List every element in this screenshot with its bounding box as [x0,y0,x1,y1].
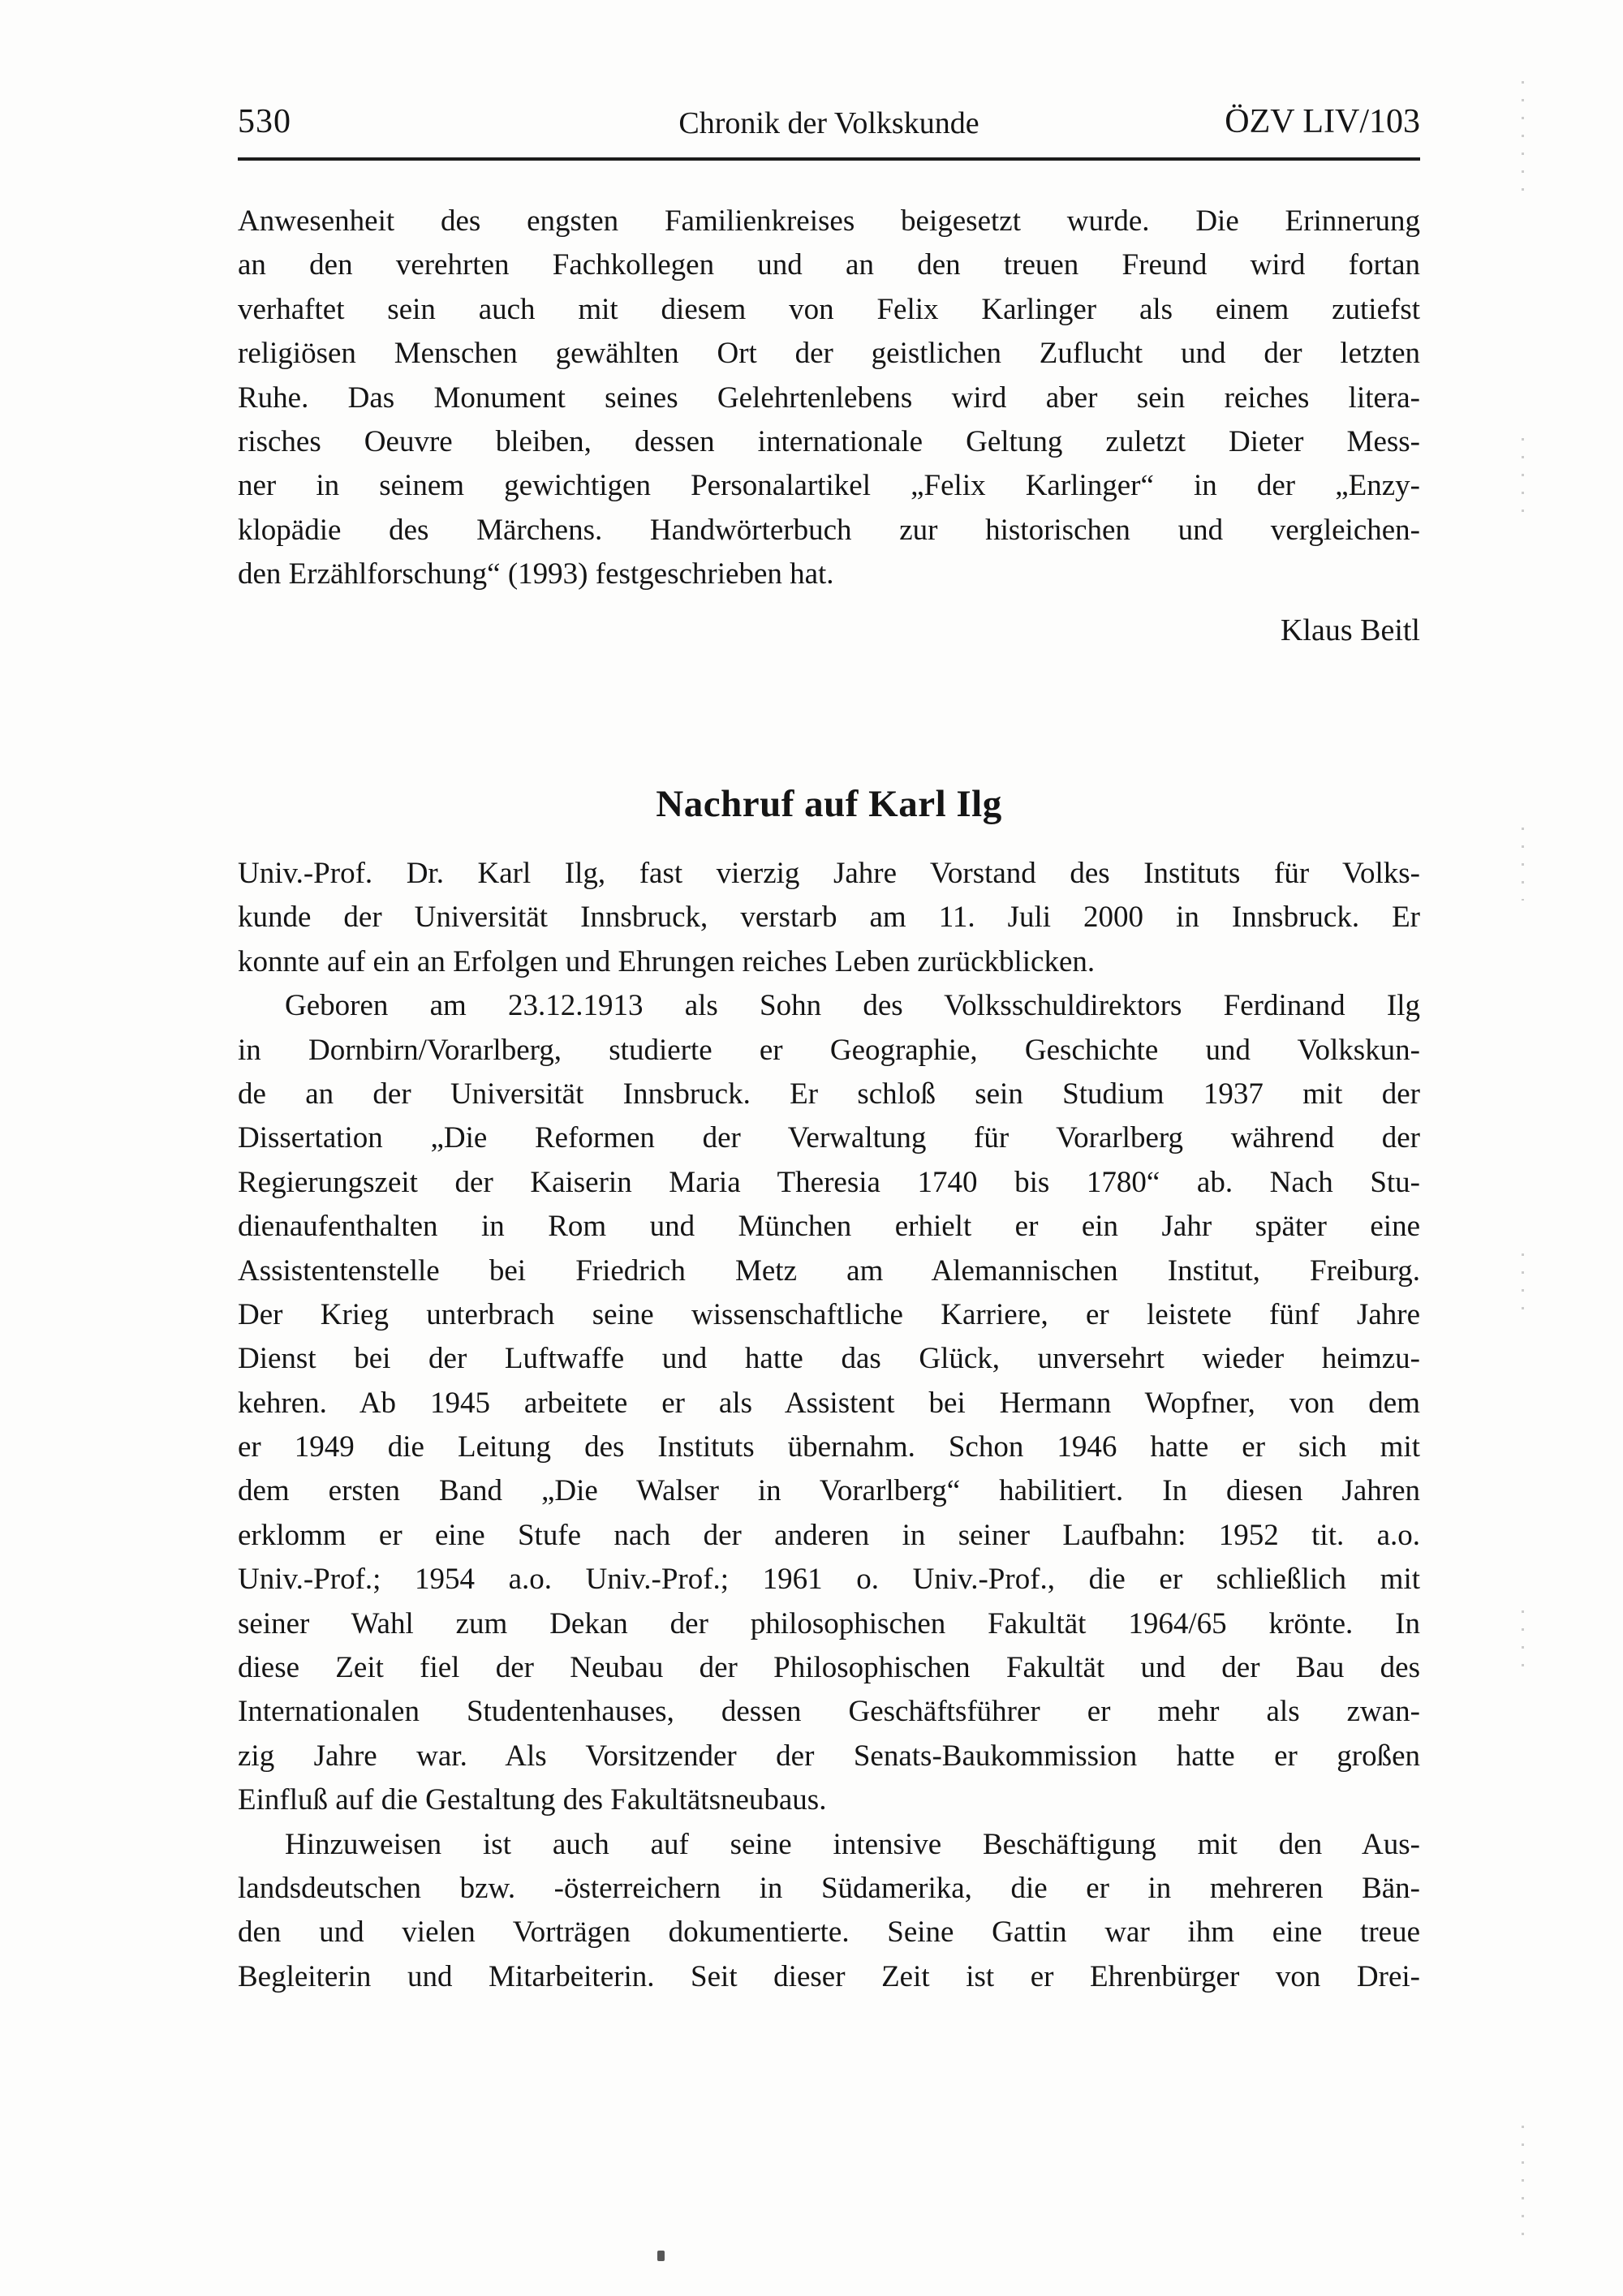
scan-artifact-dots [1522,438,1524,515]
scan-artifact-dots [1522,81,1524,203]
text-line: Univ.-Prof.; 1954 a.o. Univ.-Prof.; 1961 o. Univ.-Prof., die er schließlich mit [238,1563,1420,1597]
text-line: den und vielen Vorträgen dokumentierte. Seine Gattin war ihm eine treue [238,1915,1420,1950]
text-line: Anwesenheit des engsten Familienkreises beigesetzt wurde. Die Erinnerung [238,204,1420,238]
paragraph [238,852,1420,984]
text-line: Dissertation „Die Reformen der Verwaltung für Vorarlberg während der [238,1121,1420,1155]
text-line: kehren. Ab 1945 arbeitete er als Assistent bei Hermann Wopfner, von dem [238,1386,1420,1420]
journal-reference: ÖZV LIV/103 [1225,103,1420,140]
author-signature: Klaus Beitl [1280,613,1420,647]
text-line: kunde der Universität Innsbruck, verstarb am 11. Juli 2000 in Innsbruck. Er [238,901,1420,935]
obituary-title: Nachruf auf Karl Ilg [656,783,1002,825]
text-line: Geboren am 23.12.1913 als Sohn des Volksschuldirektors Ferdinand Ilg [285,989,1420,1023]
text-line: Univ.-Prof. Dr. Karl Ilg, fast vierzig Jahre Vorstand des Instituts für Volks- [238,857,1420,890]
text-line: ner in seinem gewichtigen Personalartikel „Felix Karlinger“ in der „Enzy- [238,469,1420,503]
running-title: Chronik der Volkskunde [678,106,979,140]
text-line: erklomm er eine Stufe nach der anderen in seiner Laufbahn: 1952 tit. a.o. [238,1518,1420,1552]
scan-artifact-dots [1522,1253,1524,1320]
text-line: den Erzählforschung“ (1993) festgeschrieben hat. [238,557,834,591]
text-line: Hinzuweisen ist auch auf seine intensive Beschäftigung mit den Aus- [285,1827,1420,1861]
text-line: Der Krieg unterbrach seine wissenschaftliche Karriere, er leistete fünf Jahre [238,1297,1420,1331]
text-line: religiösen Menschen gewählten Ort der geistlichen Zuflucht und der letzten [238,337,1420,371]
text-line: Einfluß auf die Gestaltung des Fakultätsneubaus. [238,1783,827,1817]
text-line: konnte auf ein an Erfolgen und Ehrungen reiches Leben zurückblicken. [238,944,1096,978]
paragraph [238,200,1420,597]
text-line: de an der Universität Innsbruck. Er schloß sein Studium 1937 mit der [238,1077,1420,1111]
scan-artifact-dots [1522,1610,1524,1669]
page-number: 530 [238,103,291,140]
text-line: Begleiterin und Mitarbeiterin. Seit dieser Zeit ist er Ehrenbürger von Drei- [238,1959,1420,1993]
text-line: an den verehrten Fachkollegen und an den treuen Freund wird fortan [238,248,1420,282]
ilg-obituary-body [238,852,1420,1999]
text-line: risches Oeuvre bleiben, dessen internationale Geltung zuletzt Dieter Mess- [238,424,1420,458]
scan-artifact-dots [1522,2126,1524,2247]
text-line: dem ersten Band „Die Walser in Vorarlberg“ habilitiert. In diesen Jahren [238,1474,1420,1508]
text-line: in Dornbirn/Vorarlberg, studierte er Geographie, Geschichte und Volkskun- [238,1033,1420,1067]
text-line: Ruhe. Das Monument seines Gelehrtenlebens wird aber sein reiches litera- [238,381,1420,415]
page-header [238,102,1420,141]
closing-paragraph-container [238,200,1420,597]
karlinger-obituary-closing [238,200,1420,652]
paragraph [238,984,1420,1822]
text-line: landsdeutschen bzw. -österreichern in Südamerika, die er in mehreren Bän- [238,1871,1420,1905]
stray-scan-mark [657,2251,665,2261]
header-rule [238,157,1420,161]
text-line: verhaftet sein auch mit diesem von Felix Karlinger als einem zutiefst [238,292,1420,326]
text-line: seiner Wahl zum Dekan der philosophischen Fakultät 1964/65 krönte. In [238,1606,1420,1640]
scan-artifact-dots [1522,828,1524,901]
text-line: Regierungszeit der Kaiserin Maria Theresia 1740 bis 1780“ ab. Nach Stu- [238,1165,1420,1199]
text-line: zig Jahre war. Als Vorsitzender der Senats-Baukommission hatte er großen [238,1739,1420,1773]
text-line: er 1949 die Leitung des Instituts übernahm. Schon 1946 hatte er sich mit [238,1430,1420,1464]
text-line: Internationalen Studentenhauses, dessen Geschäftsführer er mehr als zwan- [238,1695,1420,1729]
text-line: diese Zeit fiel der Neubau der Philosophischen Fakultät und der Bau des [238,1651,1420,1685]
text-line: Dienst bei der Luftwaffe und hatte das Glück, unversehrt wieder heimzu- [238,1342,1420,1376]
paragraph [238,1823,1420,2000]
text-line: Assistentenstelle bei Friedrich Metz am Alemannischen Institut, Freiburg. [238,1253,1420,1288]
text-line: dienaufenthalten in Rom und München erhielt er ein Jahr später eine [238,1210,1420,1244]
text-line: klopädie des Märchens. Handwörterbuch zur historischen und vergleichen- [238,513,1420,547]
